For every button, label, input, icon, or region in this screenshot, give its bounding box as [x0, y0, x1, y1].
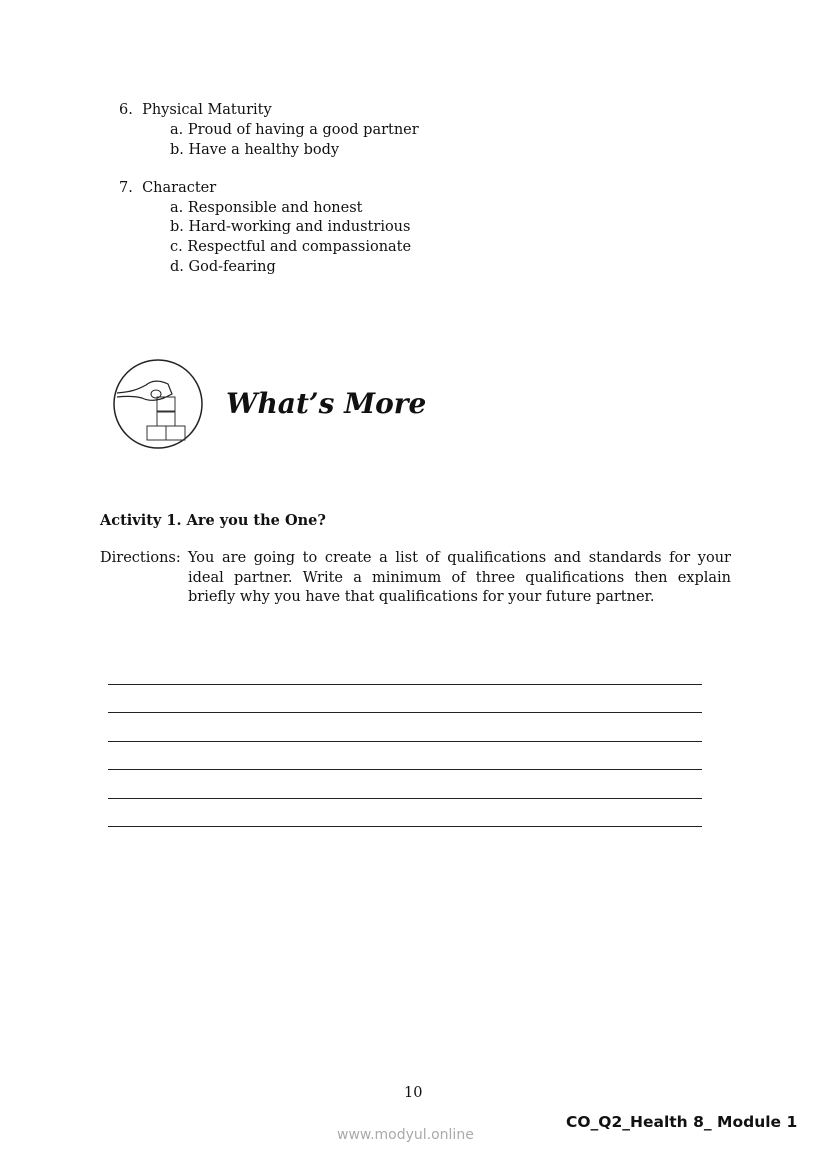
list-item-7: 7. Character — [119, 180, 217, 196]
list-subitem: a. Responsible and honest — [170, 200, 363, 216]
section-title: What’s More — [226, 387, 427, 420]
list-subitem: b. Hard-working and industrious — [170, 219, 411, 235]
answer-line[interactable] — [108, 769, 702, 770]
list-item-6: 6. Physical Maturity — [119, 102, 272, 118]
watermark: www.modyul.online — [337, 1127, 474, 1143]
answer-line[interactable] — [108, 684, 702, 685]
list-subitem: a. Proud of having a good partner — [170, 122, 419, 138]
directions — [100, 549, 731, 608]
list-subitem: b. Have a healthy body — [170, 142, 340, 158]
answer-line[interactable] — [108, 826, 702, 827]
list-subitem: d. God-fearing — [170, 259, 276, 275]
answer-line[interactable] — [108, 712, 702, 713]
directions-label: Directions: — [100, 550, 181, 566]
answer-line[interactable] — [108, 741, 702, 742]
hand-stacking-blocks-icon — [112, 358, 204, 450]
page-number: 10 — [404, 1085, 423, 1101]
activity-title: Activity 1. Are you the One? — [100, 512, 326, 529]
list-subitem: c. Respectful and compassionate — [170, 239, 412, 255]
module-code: CO_Q2_Health 8_ Module 1 — [566, 1113, 798, 1131]
answer-line[interactable] — [108, 798, 702, 799]
directions-text: You are going to create a list of qualifications and standards for your ideal partner. Write a minimum of three qualifications then explain briefly why you have that qualifications for your future partner. — [188, 550, 731, 606]
